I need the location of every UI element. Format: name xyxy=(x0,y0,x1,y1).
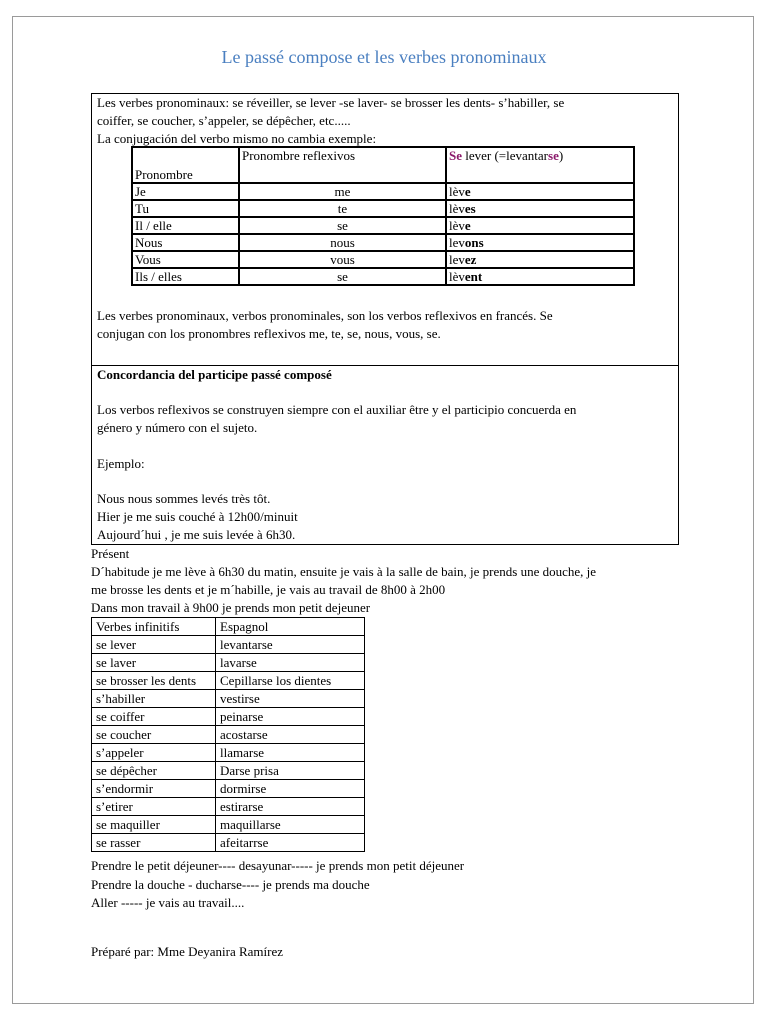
verb-spanish: dormirse xyxy=(216,780,365,798)
verb-ending: ez xyxy=(464,252,477,267)
pronoun-subject: Vous xyxy=(132,251,239,268)
verb-stem: lev xyxy=(449,235,465,250)
present-label: Présent xyxy=(91,546,130,561)
verb-ending: ent xyxy=(464,269,483,284)
table-row xyxy=(92,762,365,780)
table-row xyxy=(92,744,365,762)
verb-form xyxy=(446,268,634,285)
pronoun-subject: Ils / elles xyxy=(132,268,239,285)
explanation-line-2: conjugan con los pronombres reflexivos me, te, se, nous, vous, se. xyxy=(97,326,441,341)
verb-spanish: acostarse xyxy=(216,726,365,744)
header-infinitifs: Verbes infinitifs xyxy=(92,618,216,636)
verb-spanish: llamarse xyxy=(216,744,365,762)
header-se-lever xyxy=(446,147,634,183)
verb-infinitive: s’appeler xyxy=(92,744,216,762)
verb-form xyxy=(446,234,634,251)
pronoun-row xyxy=(132,200,634,217)
verb-spanish: peinarse xyxy=(216,708,365,726)
example-label: Ejemplo: xyxy=(97,456,145,471)
verb-form xyxy=(446,200,634,217)
verbs-table-header xyxy=(92,618,365,636)
verb-ending: e xyxy=(464,184,471,199)
example-line: Nous nous sommes levés très tôt. xyxy=(97,491,271,506)
pronoun-reflexive: se xyxy=(239,217,446,234)
explanation-line-1: Les verbes pronominaux, verbos pronominales, son los verbos reflexivos en francés. Se xyxy=(97,308,553,323)
pronoun-reflexive: se xyxy=(239,268,446,285)
verb-spanish: Cepillarse los dientes xyxy=(216,672,365,690)
verb-spanish: lavarse xyxy=(216,654,365,672)
verb-spanish: vestirse xyxy=(216,690,365,708)
verbs-table xyxy=(91,617,365,852)
verb-ending: es xyxy=(464,201,476,216)
table-row xyxy=(92,834,365,852)
intro-line-1: Les verbes pronominaux: se réveiller, se lever -se laver- se brosser les dents- s’habiller, se xyxy=(97,95,565,110)
header-espagnol: Espagnol xyxy=(216,618,365,636)
verb-infinitive: se maquiller xyxy=(92,816,216,834)
table-row xyxy=(92,816,365,834)
concordance-heading: Concordancia del participe passé composé xyxy=(97,367,332,382)
verb-stem: lèv xyxy=(449,269,465,284)
verb-spanish: levantarse xyxy=(216,636,365,654)
pronoun-row xyxy=(132,183,634,200)
present-line-3: Dans mon travail à 9h00 je prends mon petit dejeuner xyxy=(91,600,371,615)
pronoun-subject: Il / elle xyxy=(132,217,239,234)
table-row xyxy=(92,798,365,816)
verb-infinitive: se lever xyxy=(92,636,216,654)
pronoun-reflexive: vous xyxy=(239,251,446,268)
verb-infinitive: s’etirer xyxy=(92,798,216,816)
concordance-para-line-1: Los verbos reflexivos se construyen siempre con el auxiliar être y el participio concuerda en xyxy=(97,402,577,417)
verb-ending: ons xyxy=(464,235,484,250)
example-line: Hier je me suis couché à 12h00/minuit xyxy=(97,509,298,524)
verb-form xyxy=(446,251,634,268)
pronoun-row xyxy=(132,251,634,268)
verb-spanish: maquillarse xyxy=(216,816,365,834)
pronoun-subject: Tu xyxy=(132,200,239,217)
verb-stem: lev xyxy=(449,252,465,267)
header-pronombre: Pronombre xyxy=(132,147,239,183)
example-line: Aujourd´hui , je me suis levée à 6h30. xyxy=(97,527,296,542)
verb-infinitive: se laver xyxy=(92,654,216,672)
footer-author: Préparé par: Mme Deyanira Ramírez xyxy=(91,944,284,959)
concordance-para-line-2: género y número con el sujeto. xyxy=(97,420,258,435)
table-row xyxy=(92,636,365,654)
verb-ending: e xyxy=(464,218,471,233)
phrase-line: Aller ----- je vais au travail.... xyxy=(91,895,245,910)
se-suffix-highlight: se xyxy=(548,148,559,163)
pronoun-table xyxy=(131,146,635,286)
verb-spanish: afeitarrse xyxy=(216,834,365,852)
table-row xyxy=(92,672,365,690)
pronoun-row xyxy=(132,217,634,234)
pronoun-row xyxy=(132,268,634,285)
verb-infinitive: se coiffer xyxy=(92,708,216,726)
pronoun-table-header xyxy=(132,147,634,183)
verb-stem: lèv xyxy=(449,201,465,216)
verb-spanish: estirarse xyxy=(216,798,365,816)
verb-infinitive: se dépêcher xyxy=(92,762,216,780)
se-lever-end: ) xyxy=(558,148,564,163)
verb-infinitive: s’habiller xyxy=(92,690,216,708)
page-title: Le passé compose et les verbes pronominaux xyxy=(221,47,547,67)
pronoun-reflexive: me xyxy=(239,183,446,200)
table-row xyxy=(92,654,365,672)
phrase-line: Prendre le petit déjeuner---- desayunar----- je prends mon petit déjeuner xyxy=(91,858,465,873)
phrase-line: Prendre la douche - ducharse---- je prends ma douche xyxy=(91,877,370,892)
pronoun-row xyxy=(132,234,634,251)
verb-stem: lèv xyxy=(449,218,465,233)
verb-stem: lèv xyxy=(449,184,465,199)
intro-line-3: La conjugación del verbo mismo no cambia exemple: xyxy=(97,131,377,146)
verb-infinitive: se coucher xyxy=(92,726,216,744)
table-row xyxy=(92,708,365,726)
pronoun-reflexive: nous xyxy=(239,234,446,251)
intro-line-2: coiffer, se coucher, s’appeler, se dépêcher, etc..... xyxy=(97,113,351,128)
present-line-1: D´habitude je me lève à 6h30 du matin, ensuite je vais à la salle de bain, je prends une douche, je xyxy=(91,564,597,579)
verb-infinitive: se brosser les dents xyxy=(92,672,216,690)
se-highlight: Se xyxy=(449,148,462,163)
table-row xyxy=(92,726,365,744)
table-row xyxy=(92,780,365,798)
verb-form xyxy=(446,183,634,200)
header-reflexivos: Pronombre reflexivos xyxy=(239,147,446,183)
pronoun-reflexive: te xyxy=(239,200,446,217)
table-row xyxy=(92,690,365,708)
present-line-2: me brosse les dents et je m´habille, je vais au travail de 8h00 à 2h00 xyxy=(91,582,446,597)
verb-infinitive: s’endormir xyxy=(92,780,216,798)
pronoun-subject: Je xyxy=(132,183,239,200)
verb-infinitive: se rasser xyxy=(92,834,216,852)
verb-form xyxy=(446,217,634,234)
se-lever-mid: lever (=levantar xyxy=(462,148,549,163)
verb-spanish: Darse prisa xyxy=(216,762,365,780)
pronoun-subject: Nous xyxy=(132,234,239,251)
